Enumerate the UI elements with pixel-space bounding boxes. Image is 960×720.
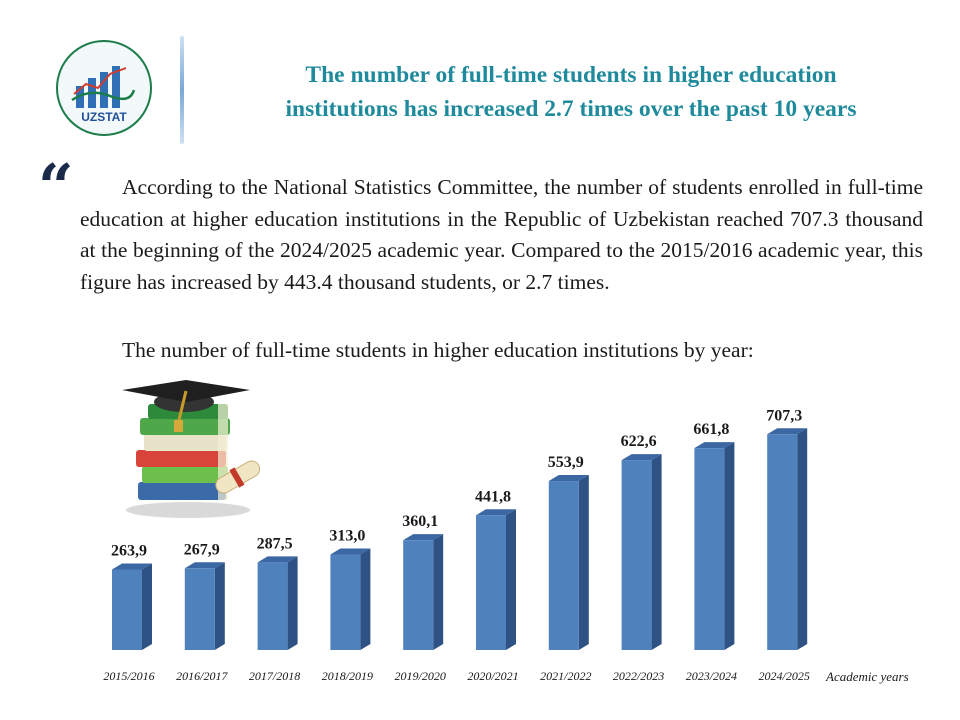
bar [403,540,433,650]
bar [694,448,724,650]
bar-side [724,442,734,650]
category-label: 2017/2018 [248,669,301,683]
category-label: 2020/2021 [467,669,519,683]
title-line-2: institutions has increased 2.7 times over the past 10 years [285,96,857,122]
bar-side [433,534,443,650]
logo-bars-icon [70,60,136,110]
bar-side [652,454,662,650]
bar-value-label: 553,9 [547,454,584,472]
bar [476,515,506,650]
bar [330,555,360,650]
bar-value-label: 661,8 [693,421,730,439]
bar [112,570,142,650]
bar-value-label: 287,5 [256,535,293,553]
bar [767,434,797,650]
chart-subheading: The number of full-time students in higher education institutions by year: [122,338,754,362]
header-divider [180,36,184,144]
bar-value-label: 313,0 [329,527,366,545]
intro-paragraph: According to the National Statistics Committee, the number of students enrolled in full-time education at higher education institutions in the Republic of Uzbekistan reached 707.3 thousand at the beginning of the 2024/2025 academic year. Compared to the 2015/2016 academic year, this figure has increased by 443.4 thousand students, or 2.7 times. [80,175,923,294]
category-label: 2018/2019 [321,669,374,683]
bar-value-label: 267,9 [183,541,220,559]
bar-value-label: 360,1 [402,513,439,531]
category-label: 2019/2020 [394,669,446,683]
bar-side [797,428,807,650]
category-label: 2024/2025 [758,669,810,683]
logo-text: UZSTAT [81,110,127,124]
bar-side [142,564,152,650]
bar-side [506,509,516,650]
bar-side [215,562,225,650]
page-title [200,58,942,126]
bar-value-label: 707,3 [766,407,803,425]
bar [622,460,652,650]
bar [185,568,215,650]
bar-side [288,556,298,650]
title-line-1: The number of full-time students in higher education [305,62,837,88]
bar-value-label: 622,6 [620,433,657,451]
category-label: 2023/2024 [685,669,738,683]
bar-chart [0,390,960,690]
category-label: 2022/2023 [612,669,665,683]
bar-side [360,549,370,650]
bar-value-label: 263,9 [111,542,147,560]
category-label: 2015/2016 [103,669,155,683]
bar-value-label: 441,8 [475,488,511,506]
bar-side [579,475,589,650]
category-label: 2016/2017 [176,669,228,683]
bar [258,562,288,650]
quote-mark: “ [38,150,74,223]
category-label: 2021/2022 [540,669,592,683]
bar [549,481,579,650]
uzstat-logo [56,40,152,136]
x-axis-label: Academic years [826,669,909,684]
